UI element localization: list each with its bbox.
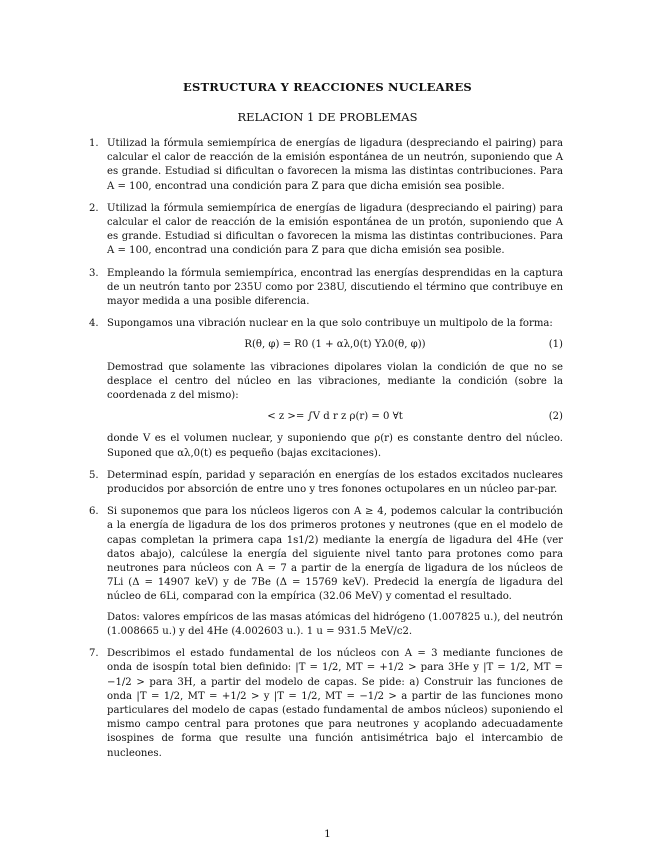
problem-4: [89, 317, 563, 461]
problem-list: [89, 137, 563, 769]
equation-2: [107, 410, 563, 424]
problem-1: [89, 137, 563, 194]
problem-text: Utilizad la fórmula semiempírica de energías de ligadura (despreciando el pairing) para calcular el calor de reacción de la emisión espontánea de un protón, suponiendo que A es grande. Estudiad si dificultan o favorecen la misma las distintas contribuciones. Para A = 100, encontrad una condición para Z para que dicha emisión sea posible.: [107, 202, 563, 257]
equation-1-number: (1): [548, 339, 563, 351]
problem-text: Describimos el estado fundamental de los núcleos con A = 3 mediante funciones de onda de isospín total bien definido: |T = 1/2, MT = +1/2 > para 3He y |T = 1/2, MT = −1/2 > para 3H, a partir del modelo de capas. Se pide: a) Construir las funciones de onda |T = 1/2, MT = +1/2 > y |T = 1/2, MT = −1/2 > a partir de las funciones mono particulares del modelo de capas (estado fundamental de ambos núcleos) suponiendo el mismo campo central para protones que para neutrones y acoplando adecuadamente isospines de forma que resulte una función antisimétrica bajo el intercambio de nucleones.: [107, 648, 563, 759]
problem-outro: donde V es el volumen nuclear, y suponiendo que ρ(r) es constante dentro del núcleo. Suponed que αλ,0(t) es pequeño (bajas excitaciones).: [107, 433, 563, 459]
document-subtitle: RELACION 1 DE PROBLEMAS: [237, 110, 418, 124]
equation-2-body: < z >= ∫V d r z ρ(r) = 0 ∀t: [267, 411, 403, 423]
problem-5: [89, 469, 563, 497]
problem-3: [89, 267, 563, 310]
problem-text: Si suponemos que para los núcleos ligeros con A ≥ 4, podemos calcular la contribución a la energía de ligadura de los dos primeros protones y neutrones (que en el modelo de capas completan la primera capa 1s1/2) mediante la energía de ligadura del 4He (ver datos abajo), calcúlese la energía del siguiente nivel tanto para protones como para neutrones para núcleos con A = 7 a partir de la energía de ligadura de los núcleos de 7Li (Δ = 14907 keV) y de 7Be (Δ = 15769 keV). Predecid la energía de ligadura del núcleo de 6Li, comparad con la empírica (32.06 MeV) y comentad el resultado.: [107, 506, 563, 603]
equation-2-number: (2): [548, 411, 563, 423]
problem-2: [89, 202, 563, 259]
problem-number: 2.: [89, 202, 99, 214]
problem-number: 1.: [89, 138, 99, 149]
document-title: ESTRUCTURA Y REACCIONES NUCLEARES: [183, 80, 472, 94]
problem-number: 7.: [89, 648, 99, 660]
problem-7: [89, 647, 563, 761]
problem-number: 4.: [89, 318, 99, 330]
page-number: 1: [324, 828, 331, 840]
problem-intro: Supongamos una vibración nuclear en la que solo contribuye un multipolo de la forma:: [107, 318, 553, 330]
equation-1: [107, 338, 563, 352]
problem-6: [89, 505, 563, 639]
problem-number: 5.: [89, 469, 99, 481]
problem-number: 3.: [89, 267, 99, 279]
problem-text: Empleando la fórmula semiempírica, encontrad las energías desprendidas en la captura de un neutrón tanto por 235U como por 238U, discutiendo el término que contribuye en mayor medida a una posible diferencia.: [107, 267, 563, 308]
problem-text: Utilizad la fórmula semiempírica de energías de ligadura (despreciando el pairing) para calcular el calor de reacción de la emisión espontánea de un neutrón, suponiendo que A es grande. Estudiad si dificultan o favorecen la misma las distintas contribuciones. Para A = 100, encontrad una condición para Z para que dicha emisión sea posible.: [107, 138, 563, 192]
equation-1-body: R(θ, φ) = R0 (1 + αλ,0(t) Yλ0(θ, φ)): [244, 339, 426, 351]
problem-number: 6.: [89, 506, 99, 518]
problem-text: Determinad espín, paridad y separación en energías de los estados excitados nucleares producidos por absorción de entre uno y tres fonones octupolares en un núcleo par-par.: [107, 469, 563, 496]
problem-middle: Demostrad que solamente las vibraciones dipolares violan la condición de que no se desplace el centro del núcleo en las vibraciones, mediante la condición (sobre la coordenada z del mismo):: [107, 361, 563, 402]
problem-data: Datos: valores empíricos de las masas atómicas del hidrógeno (1.007825 u.), del neutrón (1.008665 u.) y del 4He (4.002603 u.). 1 u = 931.5 MeV/c2.: [107, 611, 563, 637]
